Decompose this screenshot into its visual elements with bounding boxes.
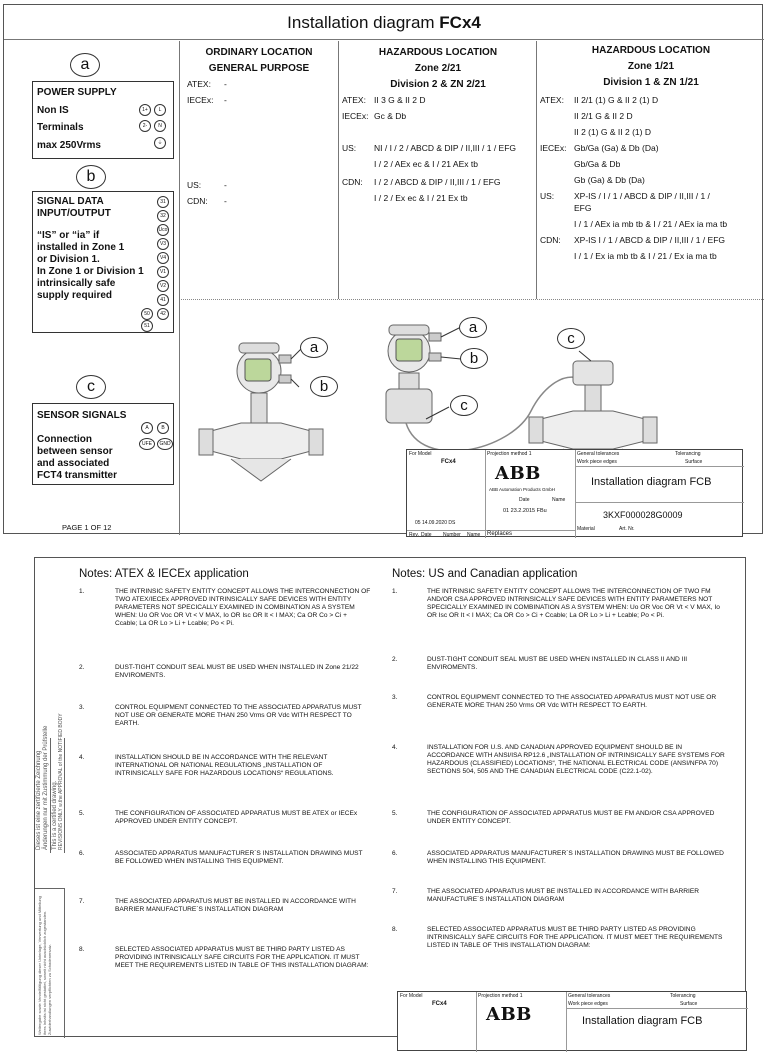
label-a-text: a — [80, 56, 90, 73]
left-note-num: 3. — [79, 704, 85, 711]
label-c-circle — [76, 375, 106, 399]
tb-replaces: Replaces — [487, 531, 513, 537]
terminal-A: A — [141, 422, 153, 434]
side-text-4: REVISIONS ONLY w.the APPROVAL of the NOTIFIED BODY — [58, 713, 64, 850]
tb2-for-model-label: For Model — [400, 993, 423, 999]
tb-doc-number: 3KXF000028G0009 — [603, 510, 683, 520]
tb-rev-entry: 05 14.09.2020 DS — [415, 520, 456, 526]
right-note-text: THE INTRINSIC SAFETY ENTITY CONCEPT ALLOWS THE INTERCONNECTION OF TWO FM AND/OR CSA APPROVED INTRINSICALLY SAFE DEVICES WITH ENTITY PARAMETERS NOT SPECICALLY EXAMINED IN COMBINATION AS A SYSTEM WHEN: Uo OR Voc OR Vt < V MAX, Io OR Isc OR It < I MAX; Ca OR Co > Ci + Ccable; La OR Lo > Li + Lcable; Po < Pi. — [427, 588, 720, 619]
col2-val: I / 2 / Ex ec & I / 21 Ex tb — [374, 193, 468, 203]
left-note-text: INSTALLATION SHOULD BE IN ACCORDANCE WITH THE RELEVANT INTERNATIONAL OR NATIONAL REGULATIONS „INSTALLATION OF INTRINSICALLY SAFE FOR HAZARDOUS LOCATIONS“ REGULATIONS. — [115, 754, 334, 777]
tb-surface: Surface — [685, 459, 703, 465]
terminal-column — [4, 41, 180, 535]
label-b-text: b — [86, 168, 96, 185]
right-note-num: 1. — [392, 588, 398, 595]
col2-heading — [340, 45, 536, 93]
col2-val: NI / I / 2 / ABCD & DIP / II,III / 1 / EFG — [374, 143, 517, 153]
tb-drawing-title: Installation diagram FCB — [591, 476, 712, 488]
signal-heading-2: INPUT/OUTPUT — [37, 208, 111, 219]
signal-line-4: In Zone 1 or Division 1 — [37, 266, 144, 277]
right-note-text: THE ASSOCIATED APPARATUS MUST BE INSTALLED IN ACCORDANCE WITH BARRIER MANUFACTURE´S INSTALLATION DIAGRAM — [427, 888, 699, 903]
col2-row — [342, 95, 426, 106]
col3-heading — [538, 43, 764, 91]
tb-date-label: Date — [519, 497, 530, 503]
sensor-line-2: between sensor — [37, 446, 113, 457]
terminal-31: 31 — [157, 196, 169, 208]
left-notes-title: Notes: ATEX & IECEx application — [79, 568, 249, 580]
right-note-num: 7. — [392, 888, 398, 895]
left-note-text: THE INTRINSIC SAFETY ENTITY CONCEPT ALLOWS THE INTERCONNECTION OF TWO ATEX/IECEx APPROVED INTRINSICALLY SAFE DEVICES WITH ENTITY PARAMETERS NOT SPECICALLY EXAMINED IN COMBINATION AS A SYSTEM WHEN: Uo OR Voc OR Vt < V MAX, Io OR Isc OR It < I MAX; Ca OR Co > Ci + Ccable; La OR Lo > Li + Lcable; Po < Pi. — [115, 588, 371, 627]
col3-row — [540, 235, 725, 246]
col1-key: IECEx: — [187, 95, 214, 105]
col2-val: I / 2 / ABCD & DIP / II,III / 1 / EFG — [374, 177, 501, 187]
col2-row — [342, 159, 478, 170]
tb-work-piece: Work piece edges — [577, 459, 617, 465]
col3-val: II 2/1 (1) G & II 2 (1) D — [574, 95, 659, 105]
left-note-text: SELECTED ASSOCIATED APPARATUS MUST BE THIRD PARTY LISTED AS PROVIDING INTRINSICALLY SAFE CIRCUITS FOR THE APPLICATION. IT MUST MEET THE REQUIREMENTS LISTED IN TABLE OF THIS INSTALLATION DIAGRAM: — [115, 946, 369, 969]
col1-key: ATEX: — [187, 79, 211, 89]
col3-val: XP-IS I / 1 / ABCD & DIP / II,III / 1 / EFG — [574, 235, 725, 245]
col1-row-us — [187, 180, 227, 191]
tb2-tolerances: General tolerances — [568, 993, 611, 999]
left-note-text: ASSOCIATED APPARATUS MANUFACTURER´S INSTALLATION DRAWING MUST BE FOLLOWED WHEN INSTALLING THIS EQUIPMENT. — [115, 850, 363, 865]
col1-val: - — [224, 79, 227, 89]
col3-head-3: Division 1 & ZN 1/21 — [603, 77, 699, 88]
left-note-num: 5. — [79, 810, 85, 817]
drawing-sheet-1 — [3, 4, 763, 538]
terminal-v2: V2 — [157, 280, 169, 292]
terminal-50: 50 — [141, 308, 153, 320]
left-note-num: 8. — [79, 946, 85, 953]
left-note-text: THE ASSOCIATED APPARATUS MUST BE INSTALLED IN ACCORDANCE WITH BARRIER MANUFACTURE´S INSTALLATION DIAGRAM — [115, 898, 356, 913]
right-note-text: DUST-TIGHT CONDUIT SEAL MUST BE USED WHEN INSTALLED IN CLASS II AND III ENVIROMENTS. — [427, 656, 688, 671]
terminal-UFE: UFE — [139, 438, 155, 450]
col-separator-2 — [536, 41, 537, 299]
tb-material: Material — [577, 526, 595, 532]
terminal-42: 42 — [157, 308, 169, 320]
col3-row — [540, 219, 727, 230]
signal-line-1: “IS” or “ia” if — [37, 230, 100, 241]
right-note-num: 5. — [392, 810, 398, 817]
title-divider — [4, 39, 764, 40]
col3-row — [540, 251, 717, 262]
tb2-projection: Projection method 1 — [478, 993, 523, 999]
col2-val: Gc & Db — [374, 111, 407, 121]
power-supply-box — [32, 81, 174, 159]
left-note-num: 4. — [79, 754, 85, 761]
col1-row-cdn — [187, 196, 227, 207]
col3-key: IECEx: — [540, 143, 567, 153]
col1-key: US: — [187, 180, 202, 190]
terminal-uco: Uco — [157, 224, 169, 236]
right-note-text: CONTROL EQUIPMENT CONNECTED TO THE ASSOCIATED APPARATUS MUST NOT USE OR GENERATE MORE THAN 250 Vrms OR Vdc WITH RESPECT TO EARTH. — [427, 694, 717, 709]
tb2-work-piece: Work piece edges — [568, 1001, 608, 1007]
right-note-text: THE CONFIGURATION OF ASSOCIATED APPARATUS MUST BE FM AND/OR CSA APPROVED UNDER ENTITY CONCEPT. — [427, 810, 715, 825]
terminal-L: L — [154, 104, 166, 116]
col3-head-1: HAZARDOUS LOCATION — [591, 45, 711, 56]
tb-for-model-label: For Model — [409, 451, 432, 457]
col3-val: I / 1 / Ex ia mb tb & I / 21 / Ex ia ma tb — [574, 251, 717, 261]
label-a-circle — [70, 53, 100, 77]
title-prefix: Installation diagram — [287, 13, 440, 32]
signal-io-box — [32, 191, 174, 333]
abb-logo: ABB — [495, 463, 541, 484]
side-text-5: Weitergabe sowie Vervielfältigung dieser Unterlage, Verwertung und Mitteilung ihres Inhalts ist nicht gestattet, soweit nicht ausdrücklich zugestanden. Zuwiderhandlungen verpflichten zu Schadenersatz. — [37, 896, 52, 1035]
earth-icon: ⏚ — [154, 137, 166, 149]
power-supply-line1: Non IS — [37, 105, 69, 116]
right-note-text: SELECTED ASSOCIATED APPARATUS MUST BE THIRD PARTY LISTED AS PROVIDING INTRINSICALLY SAFE CIRCUITS FOR THE APPLICATION. IT MUST MEET THE REQUIREMENTS LISTED IN TABLE OF THIS INSTALLATION DIAGRAM: — [427, 926, 723, 949]
right-note-num: 2. — [392, 656, 398, 663]
col3-row — [540, 159, 620, 170]
callout-b-device2: b — [460, 348, 488, 369]
power-supply-line2: Terminals — [37, 122, 84, 133]
tb-art: Art. Nr. — [619, 526, 635, 532]
col3-row — [540, 191, 710, 202]
tb-rev-label: Rev. — [409, 532, 419, 538]
col3-row — [540, 175, 645, 186]
tb-model: FCx4 — [441, 459, 456, 465]
col-separator-1 — [338, 41, 339, 299]
page-indicator: PAGE 1 OF 12 — [62, 523, 112, 532]
right-note-text: INSTALLATION FOR U.S. AND CANADIAN APPROVED EQUIPMENT SHOULD BE IN ACCORDANCE WITH ANSI/ISA RP12.6 „INSTALLATION OF INTRINSICALLY SAFE SYSTEMS FOR HAZARDOUS (CLASSIFIED) LOCATIONS“, THE NATIONAL ELECTRICAL CODE (ANSI/NFPA 70) SECTIONS 504, 505 AND THE CANADIAN ELECTRICAL CODE (C22.1-02). — [427, 744, 725, 775]
abb-logo-2: ABB — [486, 1004, 532, 1025]
col2-row — [342, 111, 406, 122]
drawing-sheet-2 — [34, 557, 746, 1037]
side-text-1: Dieses ist eine zertifizierte Zeichnung — [36, 750, 42, 850]
terminal-N: N — [154, 120, 166, 132]
col3-row — [540, 143, 659, 154]
col3-val: Gb/Ga (Ga) & Db (Da) — [574, 143, 659, 153]
callout-c-device2: c — [450, 395, 478, 416]
col2-row — [342, 177, 500, 188]
right-note-num: 4. — [392, 744, 398, 751]
col3-val: I / 1 / AEx ia mb tb & I / 21 / AEx ia ma tb — [574, 219, 728, 229]
sensor-line-1: Connection — [37, 434, 92, 445]
terminal-1plus: 1+ — [139, 104, 151, 116]
tb-tolerancing: Tolerancing — [675, 451, 701, 457]
terminal-41: 41 — [157, 294, 169, 306]
col2-head-3: Division 2 & ZN 2/21 — [390, 79, 486, 90]
signal-line-6: supply required — [37, 290, 113, 301]
col3-row — [540, 203, 591, 214]
left-note-text: THE CONFIGURATION OF ASSOCIATED APPARATUS MUST BE ATEX or IECEx APPROVED UNDER ENTITY CONCEPT. — [115, 810, 358, 825]
sensor-signals-box — [32, 403, 174, 485]
col1-val: - — [224, 180, 227, 190]
col2-val: II 3 G & II 2 D — [374, 95, 426, 105]
section-divider — [181, 299, 764, 300]
signal-line-2: installed in Zone 1 — [37, 242, 125, 253]
col3-val: Gb (Ga) & Db (Da) — [574, 175, 645, 185]
col2-head-1: HAZARDOUS LOCATION — [378, 47, 498, 58]
sensor-heading: SENSOR SIGNALS — [37, 410, 127, 421]
tb-projection: Projection method 1 — [487, 451, 532, 457]
copyright-notice — [35, 888, 65, 1038]
label-c-text: c — [87, 378, 95, 395]
col1-row-atex — [187, 79, 227, 90]
tb2-tolerancing: Tolerancing — [670, 993, 696, 999]
side-text-2: Änderungen nur mit Zustimmung der Prüfstelle — [43, 725, 49, 850]
col2-row — [342, 193, 468, 204]
right-note-num: 3. — [392, 694, 398, 701]
terminal-B: B — [157, 422, 169, 434]
signal-heading-1: SIGNAL DATA — [37, 196, 104, 207]
col3-key: US: — [540, 191, 555, 201]
sensor-line-4: FCT4 transmitter — [37, 470, 118, 481]
col2-key: ATEX: — [342, 95, 366, 105]
certified-stamp-de — [35, 725, 51, 853]
tb-name-col: Name — [467, 532, 481, 538]
terminal-32: 32 — [157, 210, 169, 222]
col1-key: CDN: — [187, 196, 208, 206]
sensor-line-3: and associated — [37, 458, 110, 469]
left-note-num: 1. — [79, 588, 85, 595]
tb2-drawing-title: Installation diagram FCB — [582, 1015, 703, 1027]
col1-val: - — [224, 95, 227, 105]
col3-head-2: Zone 1/21 — [627, 61, 675, 72]
left-note-num: 7. — [79, 898, 85, 905]
certified-stamp-en — [51, 713, 65, 853]
col3-val: II 2 (1) G & II 2 (1) D — [574, 127, 651, 137]
col3-row — [540, 111, 633, 122]
side-text-3: This is a certified drawing. — [52, 780, 58, 850]
callout-c-sensor: c — [557, 328, 585, 349]
tb-tolerances: General tolerances — [577, 451, 620, 457]
right-note-num: 8. — [392, 926, 398, 933]
col1-val: - — [224, 196, 227, 206]
col2-key: CDN: — [342, 177, 363, 187]
power-supply-heading: POWER SUPPLY — [37, 87, 117, 98]
right-note-num: 6. — [392, 850, 398, 857]
terminal-v4: V4 — [157, 252, 169, 264]
col3-row — [540, 127, 651, 138]
drawing-title — [4, 13, 764, 33]
title-model: FCx4 — [439, 13, 481, 32]
callout-b-device1: b — [310, 376, 338, 397]
col2-key: IECEx: — [342, 111, 369, 121]
label-b-circle — [76, 165, 106, 189]
col1-head-1: ORDINARY LOCATION — [205, 47, 313, 58]
col1-heading — [184, 45, 334, 77]
tb-company: ABB Automation Products GmbH — [489, 487, 556, 492]
left-note-text: CONTROL EQUIPMENT CONNECTED TO THE ASSOCIATED APPARATUS MUST NOT USE OR GENERATE MORE THAN 250 Vrms OR Vdc WITH RESPECT TO EARTH. — [115, 704, 362, 727]
terminal-GND: GND — [157, 438, 173, 450]
col3-val: II 2/1 G & II 2 D — [574, 111, 633, 121]
tb-number-col: Number — [443, 532, 461, 538]
tb2-surface: Surface — [680, 1001, 698, 1007]
col3-key: CDN: — [540, 235, 561, 245]
left-note-num: 6. — [79, 850, 85, 857]
terminal-v3: V3 — [157, 238, 169, 250]
callout-a-device1: a — [300, 337, 328, 358]
left-note-text: DUST-TIGHT CONDUIT SEAL MUST BE USED WHEN INSTALLED IN Zone 21/22 ENVIROMENTS. — [115, 664, 359, 679]
terminal-2minus: 2- — [139, 120, 151, 132]
right-notes-title: Notes: US and Canadian application — [392, 568, 578, 580]
col2-key: US: — [342, 143, 357, 153]
col1-row-iecex — [187, 95, 227, 106]
tb2-model: FCx4 — [432, 1001, 447, 1007]
power-supply-line3: max 250Vrms — [37, 140, 101, 151]
col2-row — [342, 143, 516, 154]
col1-head-2: GENERAL PURPOSE — [208, 63, 310, 74]
tb-name-label: Name — [552, 497, 566, 503]
tb-rev-row: 01 23.2.2015 FBu — [503, 508, 547, 514]
col3-val: XP-IS / I / 1 / ABCD & DIP / II,III / 1 / — [574, 191, 710, 201]
col3-val: Gb/Ga & Db — [574, 159, 621, 169]
col3-val: EFG — [574, 203, 592, 213]
terminal-v1: V1 — [157, 266, 169, 278]
col2-head-2: Zone 2/21 — [414, 63, 462, 74]
callout-a-device2: a — [459, 317, 487, 338]
col2-val: I / 2 / AEx ec & I / 21 AEx tb — [374, 159, 478, 169]
terminal-51: 51 — [141, 320, 153, 332]
compact-flowmeter-drawing — [199, 343, 323, 481]
col3-key: ATEX: — [540, 95, 564, 105]
signal-line-5: intrinsically safe — [37, 278, 116, 289]
signal-line-3: or Division 1. — [37, 254, 100, 265]
title-block-1 — [406, 449, 743, 537]
tb-date-col: Date — [421, 532, 432, 538]
title-block-2 — [397, 991, 747, 1051]
col3-row — [540, 95, 658, 106]
left-note-num: 2. — [79, 664, 85, 671]
right-note-text: ASSOCIATED APPARATUS MANUFACTURER´S INSTALLATION DRAWING MUST BE FOLLOWED WHEN INSTALLING THIS EQUIPMENT. — [427, 850, 724, 865]
